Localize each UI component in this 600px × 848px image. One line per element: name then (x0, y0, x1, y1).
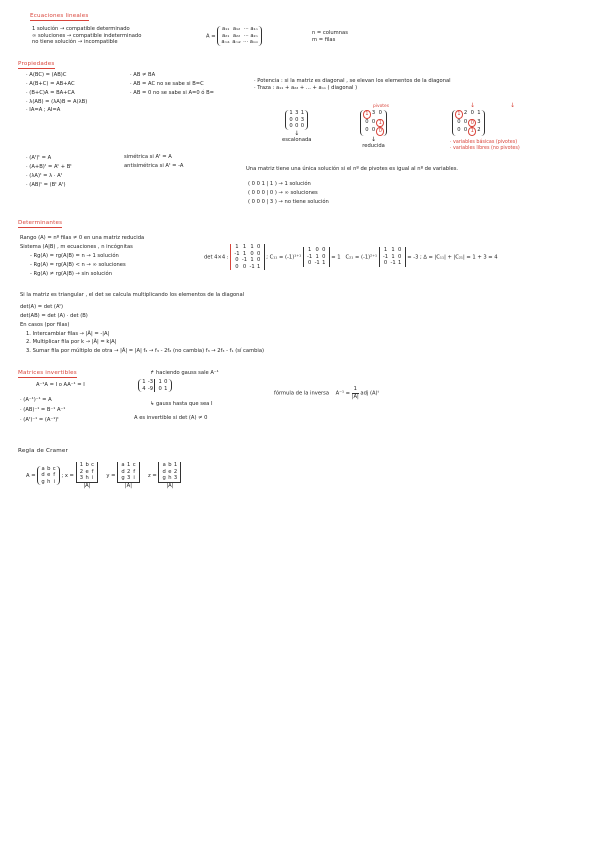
matrix-cell: 0 (371, 118, 376, 125)
matrix-cell: 1 (300, 110, 305, 116)
cramer-z-fraction (158, 462, 181, 489)
transpose-properties (26, 154, 72, 190)
matrix-cell: 0 (307, 260, 312, 267)
matrix-cell: 1 (289, 110, 293, 116)
pivot-cell: 1 (455, 110, 463, 119)
matrix-cell: 0 (315, 247, 319, 254)
solution-example: ( 0 0 0 | 3 ) → no tiene solución (248, 198, 329, 205)
matrix-cell: g (121, 475, 125, 481)
cramer-x-numerator (76, 462, 99, 483)
pivot-cell: 1 (468, 127, 476, 136)
cramer-y-numerator (117, 462, 140, 483)
matrix-cell: f (91, 468, 94, 475)
minor-c11-matrix (303, 247, 330, 267)
inverse-title-text: Matrices invertibles (18, 370, 77, 376)
row-operation: 3. Sumar fila por múltiplo de otra → |Ã| = |A| f₃ → f₃ - 2f₂ (no cambia) f₃ → 2f₃ - f₁ (sí cambia) (26, 348, 265, 355)
matrix-cell: 1 (383, 247, 388, 254)
transpose-line: · (A+B)ᵗ = Aᵗ + Bᵗ (26, 164, 72, 171)
formula-lhs: A⁻¹ = (335, 390, 351, 397)
pivot-cell: 1 (363, 110, 371, 119)
matrix-cell: 0 (383, 260, 388, 267)
inverse-property: · (AB)⁻¹ = B⁻¹ A⁻¹ (20, 406, 66, 413)
property-line: · (B+C)A = BA+CA (26, 89, 75, 96)
matrix-cell: -1 (314, 260, 320, 267)
determinants-title-text: Determinantes (18, 220, 63, 226)
matrix-cell: 1 (322, 260, 326, 267)
rank-notes (20, 234, 144, 279)
matrix-cell: 0 (470, 110, 474, 116)
fraction-denominator: |A| (351, 393, 359, 400)
triangular-rule: Si la matriz es triangular , el det se calcula multiplicando los elementos de la diagonal (20, 292, 245, 298)
reduced-example (360, 110, 387, 150)
echelon-example (282, 110, 311, 144)
arrow-down-icon: ↓ (470, 102, 476, 109)
antisymmetric-note: antisimétrica si Aᵗ = -A (124, 163, 184, 170)
section-title-cramer: Regla de Cramer (18, 448, 68, 454)
matrix-cell: 0 (242, 263, 247, 270)
matrix-cell: 0 (257, 244, 261, 250)
rank-definition: Rango (A) = nº filas ≠ 0 en una matriz reducida (20, 235, 145, 241)
matrix-cell: 1 (250, 257, 254, 263)
matrix-cell: c (52, 465, 56, 472)
det4-example (204, 244, 498, 270)
matrix-cell: 1 (242, 244, 247, 250)
trace-note: · Traza : a₁₁ + a₂₂ + ... + aₙₙ ( diagonal ) (254, 84, 358, 91)
matrix-cell: 0 (398, 247, 402, 254)
transpose-line: · (AB)ᵗ = (Bᵗ Aᵗ) (26, 182, 66, 189)
matrix-cell: 3 (173, 475, 178, 481)
matrix-cell: 2 (463, 110, 468, 116)
non-commutative-properties (130, 71, 214, 98)
gauss-note-text: haciendo gauss sale A⁻¹ (156, 370, 219, 376)
matrix-cell: 1 (142, 379, 146, 385)
det-transpose-rule: det(A) = det (Aᵗ) (20, 304, 64, 310)
matrix-cell: 3 (371, 110, 376, 116)
matrix-cell: e (47, 472, 51, 479)
matrix-cell: 0 (378, 110, 382, 116)
det-properties (20, 303, 264, 356)
arrow-down-icon: ↓ (294, 129, 300, 137)
symmetric-note: simétrica si Aᵗ = A (124, 154, 172, 160)
section-title-determinants (18, 220, 62, 227)
cramer-z-matrix (158, 462, 181, 482)
gauss-note-bottom: ↳ gauss hasta que sea I (150, 401, 213, 407)
solution-type-line: ∞ soluciones → compatible indeterminado (32, 32, 142, 39)
matrix-cell: a (121, 462, 125, 468)
matrix-cell: 1 (242, 250, 247, 257)
dimension-note: n = columnas (312, 30, 348, 36)
matrix-cell: c (91, 462, 94, 468)
matrix-cell: 0 (235, 263, 239, 270)
matrix-cell: e (85, 468, 89, 475)
property-line: · AB ≠ BA (130, 72, 156, 78)
matrix-cell: 1 (307, 247, 312, 254)
general-matrix-grid (217, 26, 262, 46)
matrix-cell: -9 (147, 385, 154, 392)
symmetric-notes (124, 153, 183, 172)
matrix-cell: f (133, 468, 136, 475)
matrix-cell: 1 (173, 462, 178, 468)
matrix-label: A = (206, 33, 216, 40)
matrix-cell: 2 (477, 127, 481, 133)
properties-title-text: Propiedades (18, 61, 55, 67)
property-line: · A(B+C) = AB+AC (26, 80, 75, 87)
pivot-cell: 0 (376, 127, 384, 136)
matrix-cell: a₁₁ (221, 26, 230, 32)
power-note: · Potencia : si la matriz es diagonal , se elevan los elementos de la diagonal (254, 78, 451, 84)
matrix-cell: -1 (382, 253, 389, 260)
matrix-cell: 3 (295, 110, 299, 116)
matrix-cell: 1 (164, 385, 168, 392)
cramer-z-numerator (158, 462, 181, 483)
section-title-equations (30, 13, 89, 20)
variable-types (450, 140, 520, 152)
row-operation: 2. Multiplicar fila por k → |Ã| = k|A| (26, 339, 117, 346)
matrix-cell: aₘ₂ (232, 39, 241, 45)
formula-label: fórmula de la inversa (274, 390, 330, 397)
matrix-cell: 0 (289, 123, 293, 129)
matrix-cell: 0 (257, 257, 261, 263)
pivot-example (452, 110, 485, 136)
matrix-cell: 1 (391, 253, 395, 260)
reduced-label: reducida (362, 143, 385, 149)
matrix-cell: ··· a₁ₙ (243, 26, 258, 32)
cramer-rule (26, 462, 181, 489)
matrix-cell: 1 (398, 260, 402, 267)
matrix-cell: -1 (307, 253, 313, 260)
product-properties (26, 71, 87, 115)
matrix-cell: 1 (391, 247, 395, 254)
matrix-cell: 0 (322, 247, 326, 254)
matrix-cell: -1 (241, 257, 248, 263)
matrix-cell: 4 (142, 385, 146, 392)
det4-matrix (230, 244, 264, 270)
cofactor-c21-value: = -3 (407, 254, 419, 261)
free-variables-note: · variables libres (no pivotes) (450, 145, 520, 151)
solution-example: ( 0 0 1 | 1 ) → 1 solución (248, 181, 311, 187)
matrix-cell: 3 (300, 116, 305, 123)
matrix-cell: ··· aₘₙ (243, 39, 259, 45)
matrix-cell: i (53, 478, 55, 485)
matrix-cell: d (162, 468, 166, 475)
cramer-y-label: y = (106, 473, 116, 479)
solution-example: ( 0 0 0 | 0 ) → ∞ soluciones (248, 189, 318, 196)
rank-case: - Rg(A) = rg(A|B) < n → ∞ soluciones (30, 262, 126, 269)
matrix-cell: 0 (371, 127, 376, 133)
inverse-properties (20, 396, 65, 426)
matrix-cell: b (47, 465, 51, 472)
arrow-up-right-icon: ↱ (150, 370, 155, 376)
solution-type-line: no tiene solución → incompatible (32, 39, 118, 45)
matrix-cell: b (168, 462, 172, 468)
property-line: · AB = 0 no se sabe si A=0 ó B= (130, 89, 215, 96)
cramer-denominator: |A| (83, 482, 91, 489)
matrix-cell: 1 (257, 263, 261, 270)
matrix-cell: h (47, 478, 51, 485)
fraction-numerator: 1 (353, 386, 357, 392)
matrix-cell: 0 (463, 127, 468, 133)
matrix-cell: 1 (315, 253, 319, 260)
gauss-matrix-grid (138, 379, 172, 392)
equations-title-text: Ecuaciones lineales (30, 13, 89, 19)
pivot-cell: 0 (468, 119, 476, 128)
pivot-matrix (452, 110, 485, 136)
det-product-rule: det(AB) = det (A) · det (B) (20, 312, 88, 319)
matrix-cell: 0 (158, 385, 162, 392)
matrix-cell: 3 (477, 118, 481, 125)
matrix-cell: 0 (365, 127, 369, 133)
cramer-z-label: z = (147, 473, 157, 479)
invertible-condition: A es invertible si det (A) ≠ 0 (134, 415, 208, 421)
cofactor-c11-label: ; C₁₁ = (-1)¹⁺¹ (266, 254, 302, 261)
matrix-cell: g (41, 478, 45, 485)
pivot-tag: pivotes (373, 104, 390, 109)
formula-rhs: adj (A)ᵗ (360, 390, 380, 397)
cramer-x-matrix (76, 462, 99, 482)
matrix-cell: 2 (173, 468, 178, 475)
inverse-property: · (A⁻¹)⁻¹ = A (20, 397, 52, 403)
minor-c21-matrix (379, 247, 406, 267)
formula-fraction (352, 386, 359, 400)
matrix-cell: 1 (127, 462, 131, 468)
matrix-cell: 0 (295, 123, 299, 129)
matrix-cell: -1 (234, 250, 240, 257)
matrix-dimension-notes (312, 30, 348, 43)
matrix-cell: 0 (250, 250, 254, 257)
section-title-properties (18, 61, 55, 68)
solution-examples (248, 180, 329, 207)
matrix-cell: 0 (463, 118, 468, 125)
matrix-cell: 0 (322, 253, 326, 260)
matrix-cell: a₂₁ (221, 32, 230, 39)
matrix-cell: 0 (398, 253, 402, 260)
cramer-a-label: A = (26, 473, 36, 479)
cramer-y-matrix (117, 462, 140, 482)
reduced-matrix (360, 110, 387, 136)
matrix-cell: 0 (257, 250, 261, 257)
inverse-property: · (Aᵗ)⁻¹ = (A⁻¹)ᵗ (20, 416, 59, 423)
basic-variables-note: · variables básicas (pivotes) (450, 140, 518, 145)
matrix-cell: 0 (365, 118, 369, 125)
rank-case: - Rg(A) = rg(A|B) = n → 1 solución (30, 253, 119, 260)
matrix-cell: aₘ₁ (221, 39, 230, 45)
matrix-cell: 0 (235, 257, 239, 263)
section-title-inverse (18, 370, 77, 377)
matrix-cell: h (168, 475, 172, 481)
matrix-cell: 1 (250, 244, 254, 250)
determinant-sum: ; ∆ = |C₁₁| + |C₂₁| = 1 + 3 = 4 (420, 254, 498, 261)
inverse-formula (274, 386, 379, 400)
cramer-x-label: ; x = (61, 473, 74, 479)
cramer-y-fraction (117, 462, 140, 489)
matrix-cell: i (91, 475, 94, 481)
matrix-cell: 1 (477, 110, 481, 116)
cramer-denominator: |A| (166, 482, 174, 489)
gauss-augmented-matrix (138, 379, 172, 392)
inverse-definition: A⁻¹A = I o AA⁻¹ = I (36, 382, 85, 388)
row-operation: 1. Intercambiar filas → |Ã| = -|A| (26, 330, 110, 337)
cramer-a-matrix (37, 466, 60, 486)
solution-types (32, 26, 141, 46)
gauss-note-top (150, 370, 219, 377)
matrix-cell: -3 (147, 379, 154, 385)
matrix-cell: 0 (295, 116, 299, 123)
cramer-x-fraction (76, 462, 99, 489)
property-line: · A(BC) = (AB)C (26, 72, 67, 78)
matrix-cell: h (85, 475, 89, 481)
row-operations-title: En casos (por filas) (20, 321, 70, 328)
matrix-cell: 2 (79, 468, 84, 475)
rank-case: - Rg(A) ≠ rg(A|B) → sin solución (30, 271, 112, 278)
arrow-down-icon: ↓ (371, 135, 377, 143)
matrix-cell: -1 (249, 263, 255, 270)
matrix-cell: 1 (79, 462, 84, 468)
property-line: · AB = AC no se sabe si B=C (130, 80, 204, 87)
echelon-label: escalonada (282, 137, 312, 143)
matrix-cell: 1 (158, 379, 162, 385)
matrix-cell: d (41, 472, 45, 479)
matrix-cell: f (53, 472, 56, 479)
cofactor-c21-label: C₂₁ = (-1)²⁺¹ (345, 254, 378, 261)
dimension-note: m = filas (312, 36, 336, 43)
transpose-line: · (λA)ᵗ = λ · Aᵗ (26, 173, 63, 180)
matrix-cell: a (162, 462, 166, 468)
unique-solution-rule: Una matriz tiene una única solución si el nº de pivotes es igual al nº de variables. (246, 166, 459, 172)
general-matrix (206, 26, 262, 46)
power-trace-notes (254, 78, 451, 91)
matrix-cell: g (162, 475, 166, 481)
matrix-cell: e (168, 468, 172, 475)
property-line: · λ(AB) = (λA)B = A(λB) (26, 98, 88, 105)
cofactor-c11-value: = 1 (331, 254, 341, 261)
matrix-cell: 0 (300, 123, 305, 129)
matrix-cell: i (133, 475, 135, 481)
matrix-cell: d (121, 468, 125, 475)
matrix-cell: 0 (289, 116, 293, 123)
transpose-line: · (Aᵗ)ᵗ = A (26, 155, 52, 161)
matrix-cell: 0 (164, 379, 168, 385)
matrix-cell: 3 (127, 475, 131, 481)
det-label: det 4×4 : (204, 254, 229, 261)
matrix-cell: 0 (457, 118, 461, 125)
pivot-cell: 1 (376, 119, 384, 128)
matrix-cell: 1 (235, 244, 239, 250)
matrix-cell: a (41, 465, 45, 472)
property-line: · IA=A ; AI=A (26, 107, 61, 114)
solution-type-line: 1 solución → compatible determinado (32, 26, 130, 32)
matrix-cell: a₂₂ (232, 32, 241, 39)
matrix-cell: 0 (457, 127, 461, 133)
cramer-denominator: |A| (124, 482, 132, 489)
matrix-cell: 2 (127, 468, 131, 475)
matrix-cell: 3 (79, 475, 84, 481)
matrix-cell: a₁₂ (232, 26, 241, 32)
matrix-cell: b (85, 462, 89, 468)
system-definition: Sistema (A|B) , m ecuaciones , n incógnitas (20, 244, 133, 251)
echelon-matrix (285, 110, 308, 130)
matrix-cell: -1 (390, 260, 396, 267)
matrix-cell: c (132, 462, 136, 468)
arrow-down-icon: ↓ (510, 102, 516, 109)
matrix-cell: ··· a₂ₙ (243, 32, 258, 39)
